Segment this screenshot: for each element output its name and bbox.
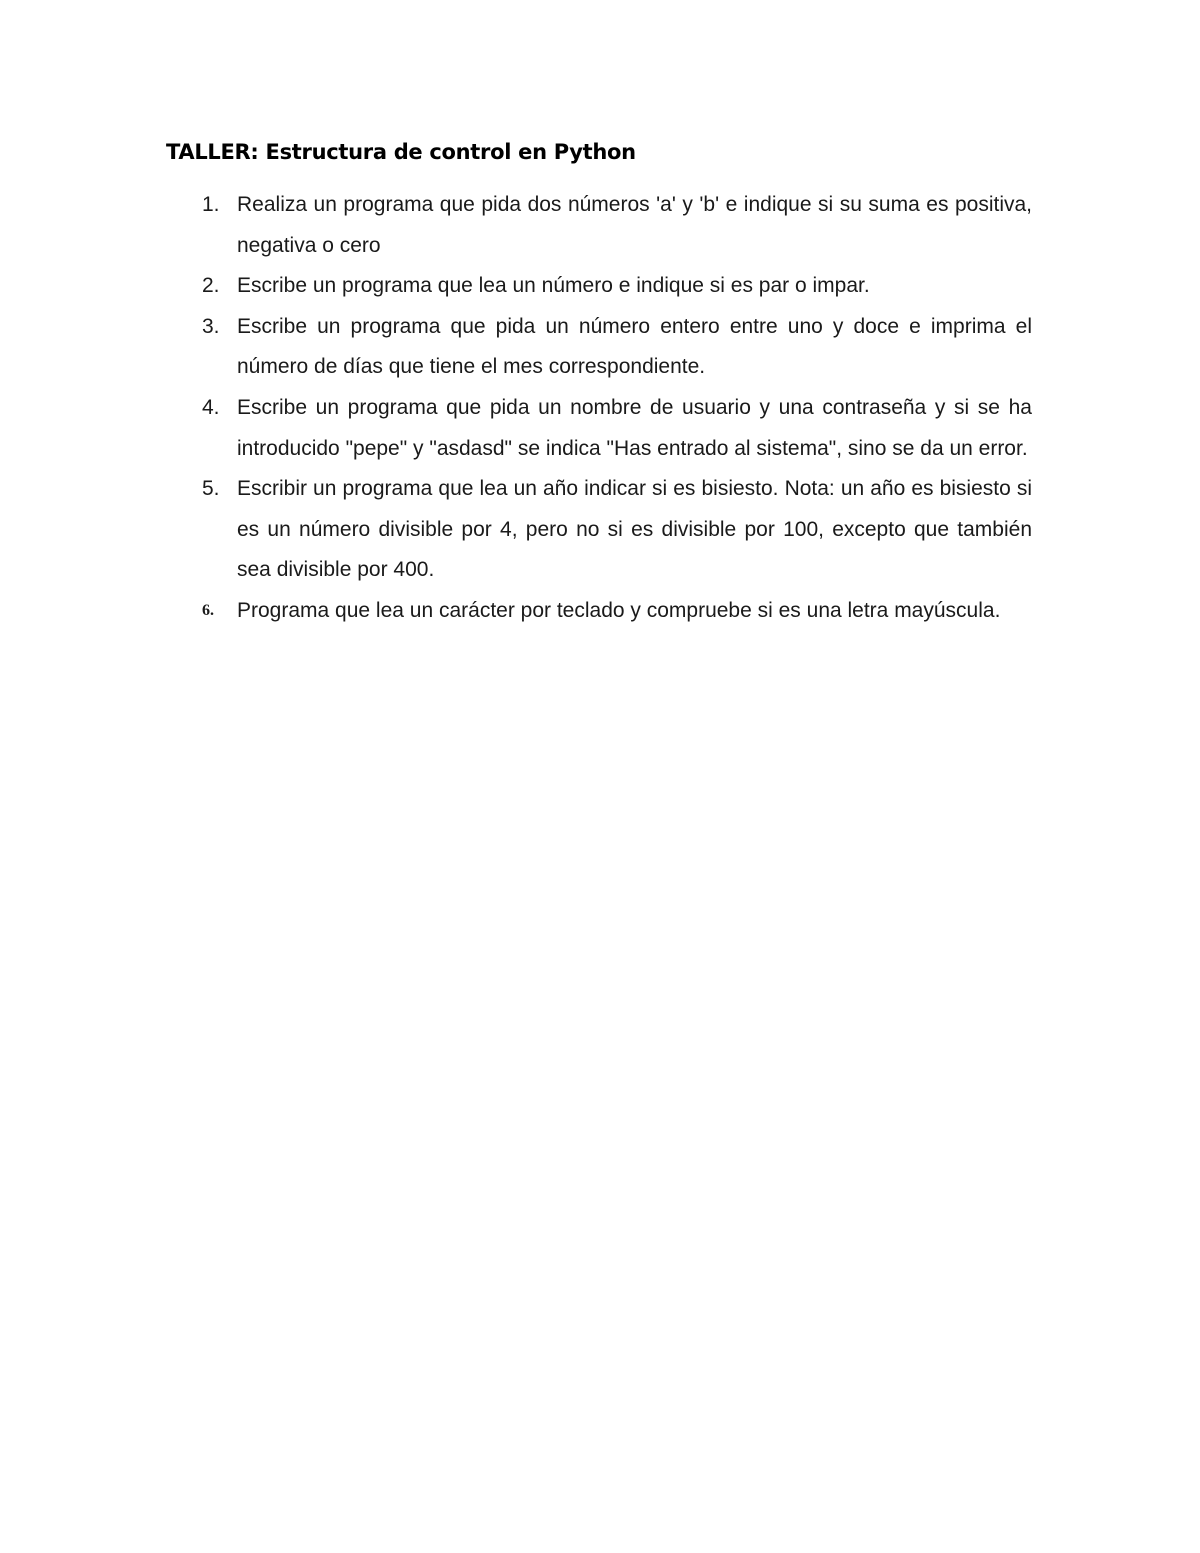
list-item [197,266,1032,307]
list-item-number: 3. [202,314,220,338]
list-item-text: Escribe un programa que lea un número e indique si es par o impar. [237,274,870,298]
list-item [197,185,1032,266]
list-item-text: Programa que lea un carácter por teclado y compruebe si es una letra mayúscula. [237,598,1001,622]
list-item-text: Escribe un programa que pida un número entero entre uno y doce e imprima el número de días que tiene el mes correspondiente. [237,314,1032,379]
list-item-number: 1. [202,193,220,216]
list-item-number: 2. [202,274,220,298]
document-title: TALLER: Estructura de control en Python [166,140,636,164]
task-list [197,185,1032,632]
list-item-text: Realiza un programa que pida dos números 'a' y 'b' e indique si su suma es positiva, negativa o cero [237,193,1032,257]
list-item-number: 4. [202,395,220,419]
list-item-text: Escribir un programa que lea un año indicar si es bisiesto. Nota: un año es bisiesto si es un número divisible por 4, pero no si es divisible por 100, excepto que también sea divisible por 400. [237,477,1032,582]
list-item [197,388,1032,469]
list-item-number: 6. [202,601,214,619]
list-item [197,307,1032,388]
list-item [197,469,1032,591]
list-item [197,591,1032,632]
list-item-number: 5. [202,477,220,501]
list-item-text: Escribe un programa que pida un nombre de usuario y una contraseña y si se ha introducido "pepe" y "asdasd" se indica "Has entrado al sistema", sino se da un error. [237,395,1032,460]
